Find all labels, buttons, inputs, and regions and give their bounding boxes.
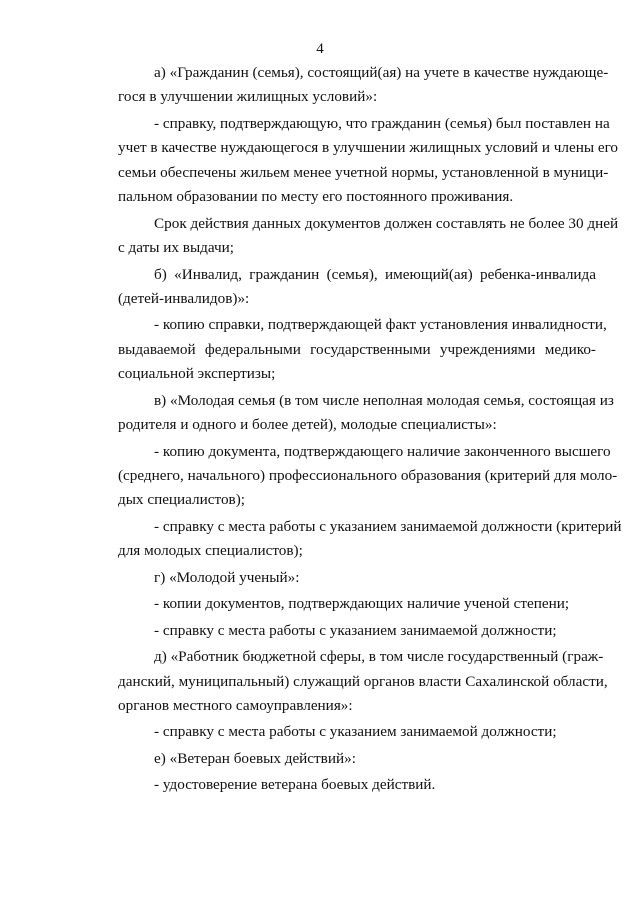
- document-body: [118, 61, 622, 798]
- paragraph: [118, 645, 608, 718]
- paragraph: [118, 212, 619, 261]
- paragraph: [118, 440, 618, 513]
- paragraph-line: Срок действия данных документов должен составлять не более 30 дней: [154, 214, 619, 232]
- paragraph-line: социальной экспертизы;: [118, 365, 276, 383]
- paragraph-line: - удостоверение ветерана боевых действий.: [154, 776, 436, 794]
- paragraph: [118, 566, 596, 590]
- paragraph: [118, 112, 619, 210]
- paragraph-line: - справку с места работы с указанием занимаемой должности (критерий: [154, 517, 622, 535]
- paragraph-line: пальном образовании по месту его постоянного проживания.: [118, 188, 514, 206]
- paragraph-line: данский, муниципальный) служащий органов власти Сахалинской области,: [118, 672, 608, 690]
- paragraph: [118, 263, 596, 312]
- paragraph-line: выдаваемой федеральными государственными учреждениями медико-: [118, 340, 596, 358]
- paragraph: [118, 592, 596, 616]
- page-number: 4: [316, 41, 324, 57]
- paragraph: [118, 773, 596, 797]
- paragraph-line: а) «Гражданин (семья), состоящий(ая) на учете в качестве нуждающе-: [154, 64, 609, 81]
- paragraph-line: - справку, подтверждающую, что гражданин (семья) был поставлен на: [154, 114, 610, 132]
- paragraph-line: (детей-инвалидов)»:: [118, 289, 250, 307]
- paragraph: [118, 720, 596, 744]
- paragraph-line: б) «Инвалид, гражданин (семья), имеющий(ая) ребенка-инвалида: [154, 265, 596, 283]
- paragraph-line: (среднего, начального) профессионального образования (критерий для моло-: [118, 467, 618, 484]
- paragraph-line: - справку с места работы с указанием занимаемой должности;: [154, 621, 557, 639]
- paragraph: [118, 313, 607, 386]
- paragraph: [118, 747, 596, 771]
- paragraph-line: гося в улучшении жилищных условий»:: [118, 88, 378, 106]
- paragraph-line: родителя и одного и более детей), молодые специалисты»:: [118, 416, 497, 434]
- paragraph-line: - копию документа, подтверждающего наличие законченного высшего: [154, 442, 611, 460]
- paragraph: [118, 61, 609, 110]
- paragraph-line: д) «Работник бюджетной сферы, в том числе государственный (граж-: [154, 648, 604, 666]
- paragraph-line: - копию справки, подтверждающей факт установления инвалидности,: [154, 316, 607, 334]
- paragraph: [118, 619, 596, 643]
- paragraph-line: е) «Ветеран боевых действий»:: [154, 749, 356, 767]
- paragraph-line: в) «Молодая семья (в том числе неполная молодая семья, состоящая из: [154, 391, 614, 409]
- paragraph-line: - справку с места работы с указанием занимаемой должности;: [154, 723, 557, 741]
- paragraph-line: - копии документов, подтверждающих наличие ученой степени;: [154, 595, 570, 613]
- paragraph-line: с даты их выдачи;: [118, 239, 234, 257]
- paragraph-line: для молодых специалистов);: [118, 542, 303, 560]
- paragraph-line: учет в качестве нуждающегося в улучшении жилищных условий и члены его: [118, 139, 619, 157]
- paragraph: [118, 389, 614, 438]
- paragraph: [118, 515, 622, 564]
- paragraph-line: дых специалистов);: [118, 491, 245, 509]
- paragraph-line: г) «Молодой ученый»:: [154, 568, 300, 586]
- paragraph-line: семьи обеспечены жильем менее учетной нормы, установленной в муници-: [118, 163, 609, 181]
- paragraph-line: органов местного самоуправления»:: [118, 696, 353, 714]
